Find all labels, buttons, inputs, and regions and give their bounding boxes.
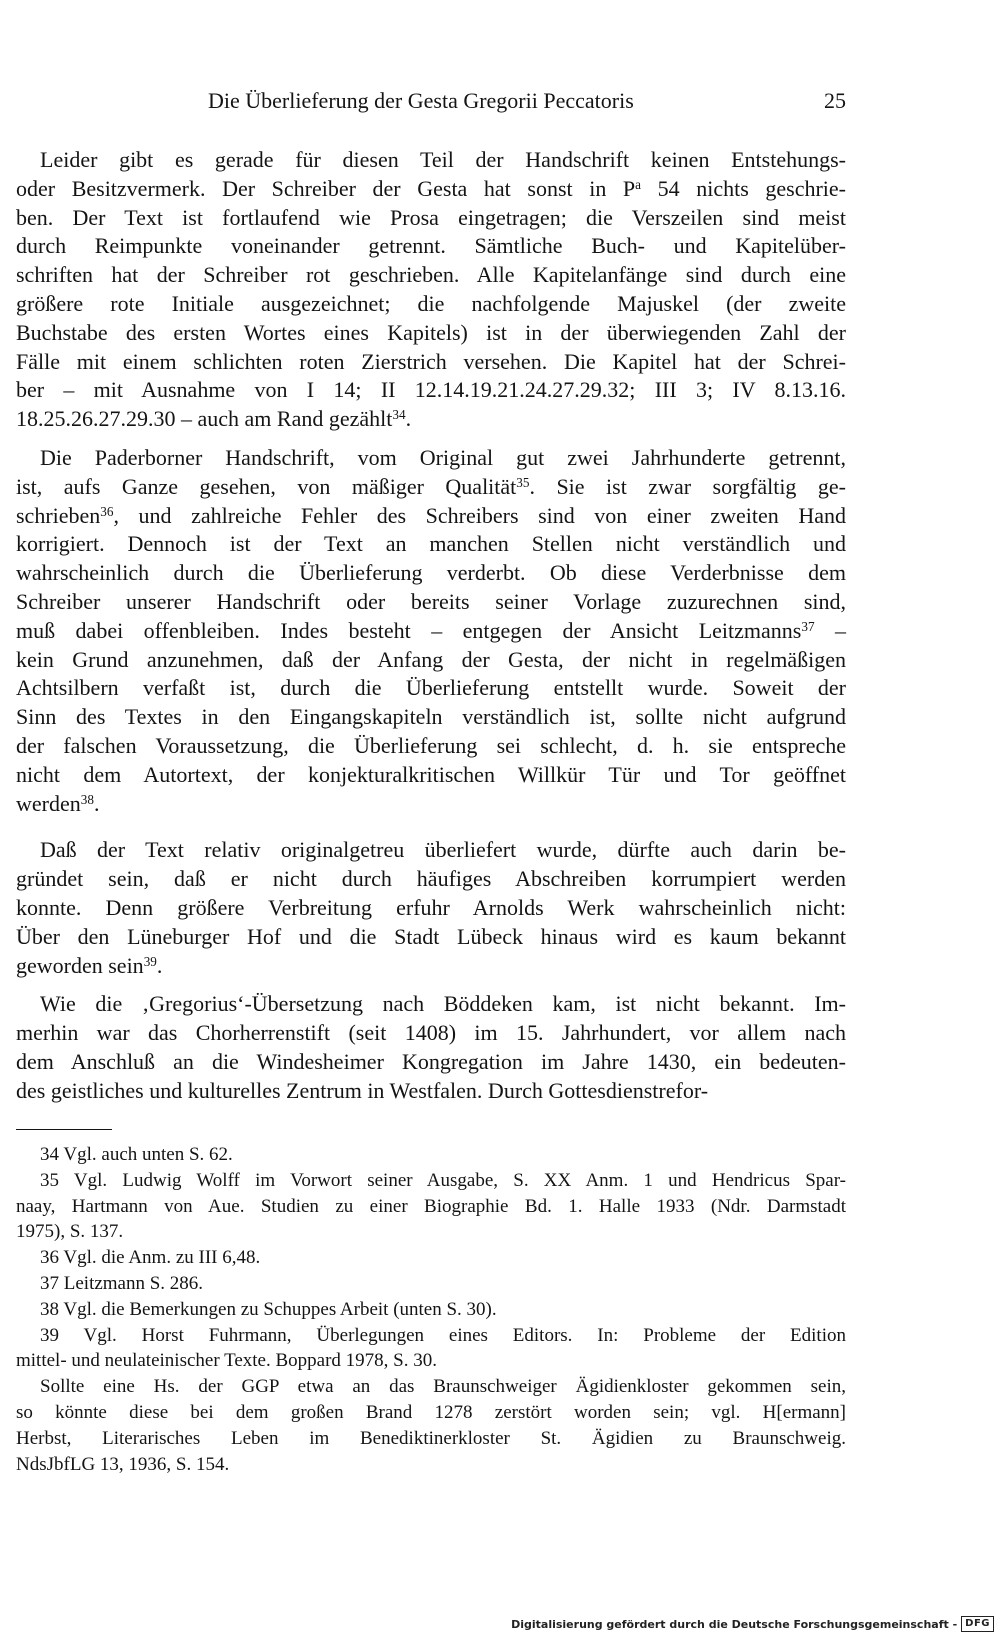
digitization-credit [511,1613,994,1635]
superscript-mark: 39 [143,953,157,969]
footnote [16,1297,846,1323]
footnote [16,1168,846,1245]
footnote-line: 38 Vgl. die Bemerkungen zu Schuppes Arbeit (unten S. 30). [40,1298,497,1320]
text-line: werden$^{38}$. [16,790,100,816]
superscript-mark: 36 [100,503,114,519]
footnote-line: Herbst, Literarisches Leben im Benediktinerkloster St. Ägidien zu Braunschweig. [16,1427,846,1449]
footnote-line: 36 Vgl. die Anm. zu III 6,48. [40,1247,261,1269]
text-line: 18.25.26.27.29.30 – auch am Rand gezählt$^{34}$. [16,406,412,432]
text-line: Die Paderborner Handschrift, vom Original gut zwei Jahrhunderte getrennt, [40,444,846,470]
page-number: 25 [824,88,846,113]
superscript-mark: 35 [516,474,530,490]
footnotes [16,1142,846,1477]
text-line: Sinn des Textes in den Eingangskapiteln verständlich ist, sollte nicht aufgrund [16,704,846,730]
text-line: Wie die ‚Gregorius‘-Übersetzung nach Böddeken kam, ist nicht bekannt. Im- [40,991,846,1017]
text-line: dem Anschluß an die Windesheimer Kongregation im Jahre 1430, ein bedeuten- [16,1048,846,1074]
text-line: korrigiert. Dennoch ist der Text an manchen Stellen nicht verständlich und [16,531,846,557]
credit-text: Digitalisierung gefördert durch die Deutsche Forschungsgemeinschaft - [511,1617,958,1631]
text-line: des geistliches und kulturelles Zentrum in Westfalen. Durch Gottesdienstrefor- [16,1077,709,1103]
superscript-mark: 37 [801,618,815,634]
body-paragraph [16,444,846,818]
text-line: Buchstabe des ersten Wortes eines Kapitels) ist in der überwiegenden Zahl der [16,319,846,345]
superscript-mark: 38 [80,791,94,807]
text-line: wahrscheinlich durch die Überlieferung verderbt. Ob diese Verderbnisse dem [16,560,846,586]
footnote-line: 1975), S. 137. [16,1221,124,1243]
body-text [16,146,846,1116]
text-line: durch Reimpunkte voneinander getrennt. Sämtliche Buch- und Kapitelüber- [16,233,846,259]
text-line: Achtsilbern verfaßt ist, durch die Überlieferung entstellt wurde. Soweit der [16,675,846,701]
text-line: muß dabei offenbleiben. Indes besteht – entgegen der Ansicht Leitzmanns$^{37}$ – [16,617,846,643]
text-line: kein Grund anzunehmen, daß der Anfang der Gesta, der nicht in regelmäßigen [16,646,846,672]
text-line: ist, aufs Ganze gesehen, von mäßiger Qualität$^{35}$. Sie ist zwar sorgfältig ge- [16,473,846,499]
footnote [16,1271,846,1297]
footnote-line: mittel- und neulateinischer Texte. Boppard 1978, S. 30. [16,1350,437,1372]
footnote [16,1245,846,1271]
text-line: Über den Lüneburger Hof und die Stadt Lübeck hinaus wird es kaum bekannt [16,923,846,949]
text-line: oder Besitzvermerk. Der Schreiber der Gesta hat sonst in $P^a$ 54 nichts geschrie- [16,175,846,201]
page-header [16,84,846,118]
text-line: nicht dem Autortext, der konjekturalkritischen Willkür Tür und Tor geöffnet [16,761,846,787]
dfg-logo: DFG [961,1616,994,1632]
body-paragraph [16,836,846,980]
text-line: Daß der Text relativ originalgetreu überliefert wurde, dürfte auch darin be- [40,837,846,863]
body-paragraph [16,146,846,434]
superscript-mark: 34 [392,406,406,422]
footnote-line: 34 Vgl. auch unten S. 62. [40,1144,233,1165]
text-line: schrieben$^{36}$, und zahlreiche Fehler des Schreibers sind von einer zweiten Hand [16,502,846,528]
text-line: ben. Der Text ist fortlaufend wie Prosa eingetragen; die Verszeilen sind meist [16,204,846,230]
text-line: merhin war das Chorherrenstift (seit 1408) im 15. Jahrhundert, vor allem nach [16,1020,846,1046]
footnote-line: so könnte diese bei dem großen Brand 1278 zerstört worden sein; vgl. H[ermann] [16,1401,846,1423]
superscript-mark: a [635,176,642,192]
footnote-line: Sollte eine Hs. der GGP etwa an das Braunschweiger Ägidienkloster gekommen sein, [40,1376,846,1398]
text-line: größere rote Initiale ausgezeichnet; die nachfolgende Majuskel (der zweite [16,290,846,316]
text-line: Schreiber unserer Handschrift oder bereits seiner Vorlage zuzurechnen sind, [16,588,846,614]
footnote-line: 39 Vgl. Horst Fuhrmann, Überlegungen eines Editors. In: Probleme der Edition [40,1324,846,1346]
text-line: gründet sein, daß er nicht durch häufiges Abschreiben korrumpiert werden [16,866,846,892]
footnote-line: naay, Hartmann von Aue. Studien zu einer Biographie Bd. 1. Halle 1933 (Ndr. Darmstadt [16,1195,846,1217]
text-line: geworden sein$^{39}$. [16,952,163,978]
footnote [16,1374,846,1477]
footnote-line: 37 Leitzmann S. 286. [40,1272,204,1294]
footnote-divider [16,1129,112,1130]
text-line: Fälle mit einem schlichten roten Zierstrich versehen. Die Kapitel hat der Schrei- [16,348,846,374]
body-paragraph [16,990,846,1105]
footnote-line: NdsJbfLG 13, 1936, S. 154. [16,1453,230,1475]
text-line: schriften hat der Schreiber rot geschrieben. Alle Kapitelanfänge sind durch eine [16,262,846,288]
footnote [16,1142,846,1168]
footnote [16,1323,846,1375]
footnote-line: 35 Vgl. Ludwig Wolff im Vorwort seiner Ausgabe, S. XX Anm. 1 und Hendricus Spar- [40,1169,846,1191]
running-title: Die Überlieferung der Gesta Gregorii Peccatoris [208,88,634,113]
text-line: der falschen Voraussetzung, die Überlieferung sei schlecht, d. h. sie entspreche [16,732,846,758]
text-line: ber – mit Ausnahme von I 14; II 12.14.19.21.24.27.29.32; III 3; IV 8.13.16. [16,377,846,403]
text-line: Leider gibt es gerade für diesen Teil der Handschrift keinen Entstehungs- [40,147,846,172]
text-line: konnte. Denn größere Verbreitung erfuhr Arnolds Werk wahrscheinlich nicht: [16,894,846,920]
